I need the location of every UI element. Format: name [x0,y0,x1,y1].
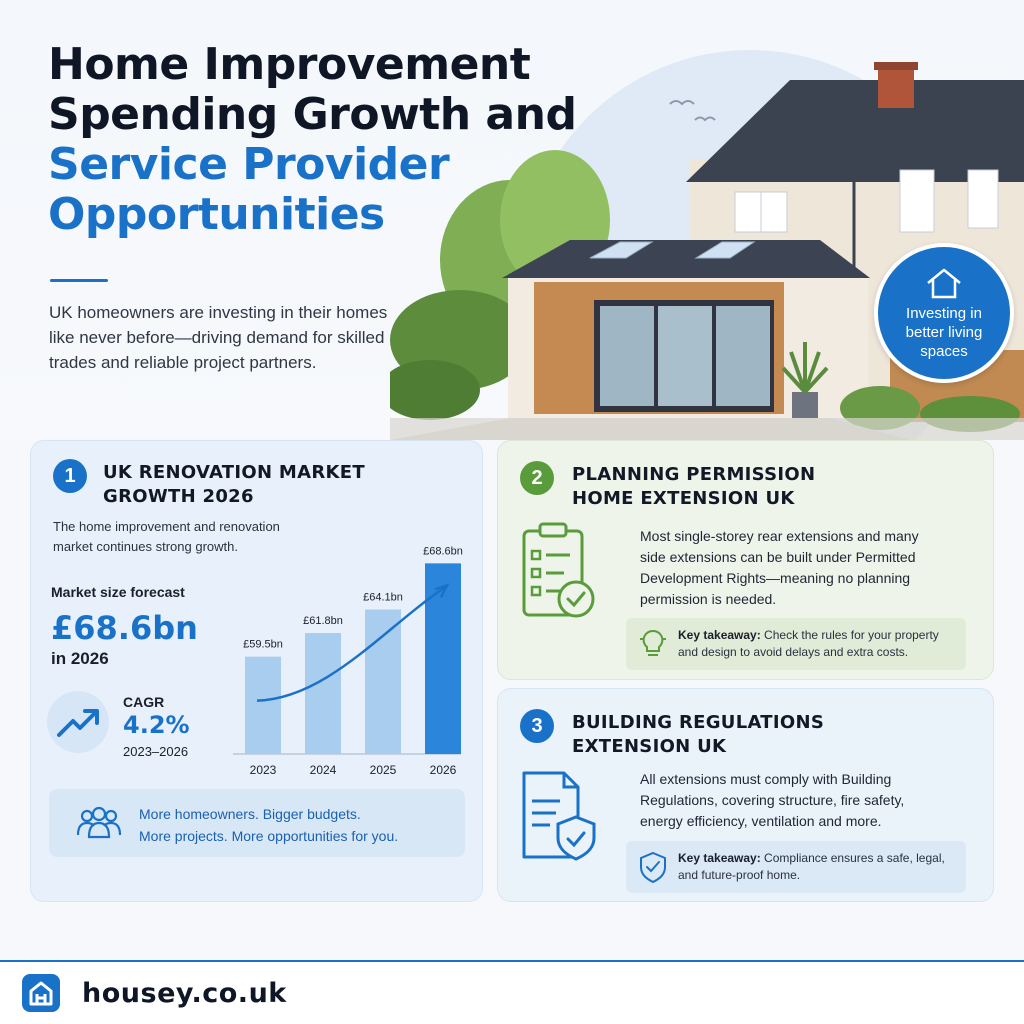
home-icon [924,266,964,300]
hero-subtitle: UK homeowners are investing in their homes like never before—driving demand for skilled trades and reliable project partners. [49,303,388,372]
chart-bar-2023 [245,657,281,754]
chart-category-label: 2023 [249,763,277,777]
planning-body: Most single-storey rear extensions and many side extensions can be built under Permitted Development Rights—meaning no planning permission is needed. [640,528,919,607]
regulations-body: All extensions must comply with Building Regulations, covering structure, fire safety, energy efficiency, ventilation and more. [640,771,905,829]
market-card-title: UK RENOVATION MARKET GROWTH 2026 [103,462,365,507]
forecast-year: in 2026 [51,649,109,668]
investing-badge [874,243,1014,383]
chart-category-label: 2024 [309,763,337,777]
planning-takeaway [626,618,966,670]
building-regulations-card [497,688,994,902]
brand-link[interactable]: housey.co.uk [82,978,287,1009]
planning-takeaway-text [678,627,960,661]
trend-up-icon [47,691,109,753]
card-number-1: 1 [53,459,87,493]
hero-header [0,0,1024,440]
chart-value-label: £68.6bn [423,545,463,558]
badge-text: Investing in better living spaces [905,304,983,360]
people-icon [75,805,123,841]
card-number-2: 2 [520,461,554,495]
planning-permission-card [497,440,994,680]
market-bar-chart [221,529,471,791]
regulations-takeaway-body: Compliance ensures a safe, legal, and future-proof home. [678,851,945,882]
cagr-label: CAGR [123,694,165,710]
title-divider [50,279,108,282]
banner-text [139,803,398,847]
banner-line-2: More projects. More opportunities for you. [139,828,399,844]
cagr-range: 2023–2026 [123,744,189,759]
chart-trend-arrow [257,587,445,700]
chart-bar-2024 [305,633,341,754]
checklist-icon [520,521,600,621]
forecast-label: Market size forecast [51,584,185,600]
regulations-card-title: BUILDING REGULATIONS EXTENSION UK [572,712,825,757]
market-growth-card [30,440,483,902]
planning-card-title: PLANNING PERMISSION HOME EXTENSION UK [572,464,816,509]
housey-logo-icon[interactable] [22,974,60,1012]
chart-value-label: £59.5bn [243,638,283,651]
market-description: The home improvement and renovation market continues strong growth. [53,519,280,554]
banner-line-1: More homeowners. Bigger budgets. [139,806,361,822]
chart-category-label: 2026 [429,763,457,777]
chart-value-label: £61.8bn [303,615,343,628]
chart-category-label: 2025 [369,763,397,777]
chart-value-label: £64.1bn [363,591,403,604]
lightbulb-icon [638,627,668,661]
regulations-takeaway-text [678,850,960,884]
card-number-3: 3 [520,709,554,743]
page-title-dark: Home Improvement Spending Growth and [48,39,577,140]
planning-takeaway-body: Check the rules for your property and design to avoid delays and extra costs. [678,628,939,659]
page-title-blue: Service Provider Opportunities [48,139,450,240]
regulations-takeaway [626,841,966,893]
forecast-value: £68.6bn [51,609,198,647]
regulations-takeaway-label: Key takeaway: [678,851,761,865]
cagr-value: 4.2% [123,711,190,739]
planning-takeaway-label: Key takeaway: [678,628,761,642]
opportunity-banner [49,789,465,857]
chart-bar-2025 [365,609,401,754]
document-shield-icon [520,767,600,867]
shield-check-icon [638,850,668,884]
footer [0,960,1024,1024]
